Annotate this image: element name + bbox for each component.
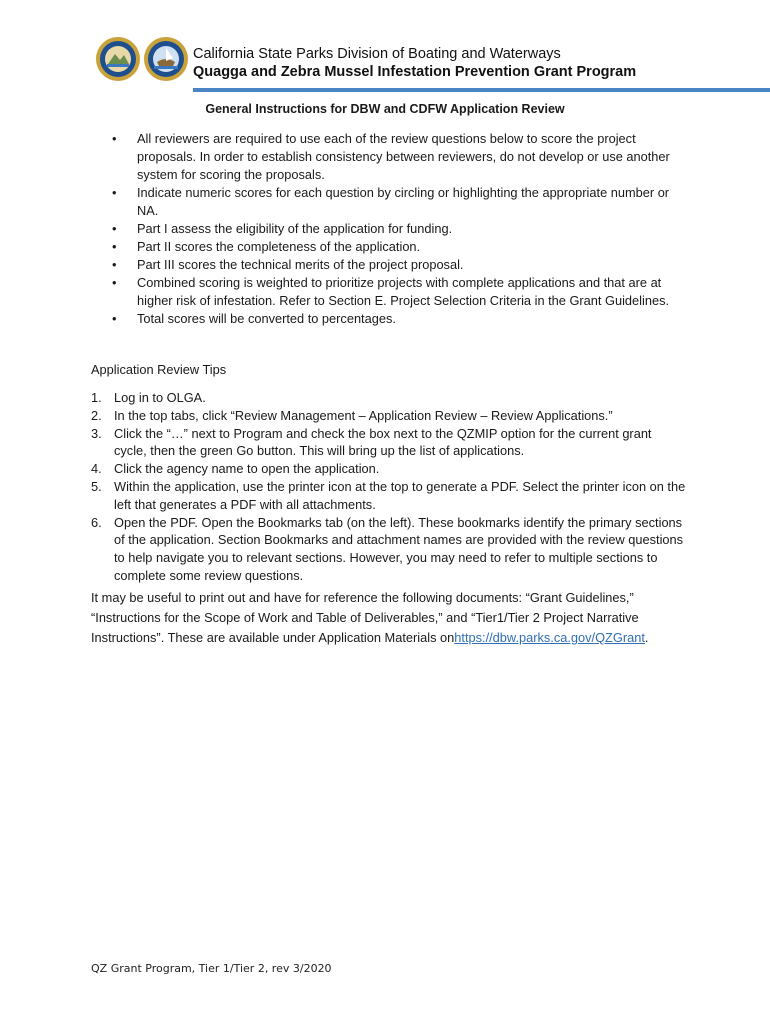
- step-item: [91, 460, 686, 478]
- boating-waterways-seal-icon: [143, 36, 189, 82]
- tips-title: Application Review Tips: [91, 362, 227, 377]
- step-text: Click the “…” next to Program and check the box next to the QZMIP option for the current grant cycle, then the green Go button. This will bring up the list of applications.: [114, 425, 652, 459]
- bullet-item: • Part II scores the completeness of the application.: [112, 238, 687, 256]
- step-number: 6.: [91, 514, 102, 530]
- california-seal-icon: [95, 36, 141, 82]
- bullet-item: • Part I assess the eligibility of the application for funding.: [112, 220, 687, 238]
- step-number: 3.: [91, 425, 102, 441]
- step-text: In the top tabs, click “Review Management – Application Review – Review Applications.”: [114, 407, 613, 423]
- step-item: [91, 425, 686, 461]
- step-text: Click the agency name to open the application.: [114, 461, 380, 477]
- closing-period: .: [644, 630, 649, 645]
- closing-paragraph: [91, 588, 691, 648]
- step-number: 2.: [91, 407, 102, 423]
- step-number: 4.: [91, 461, 102, 477]
- step-item: [91, 407, 686, 425]
- qzgrant-link[interactable]: https://dbw.parks.ca.gov/QZGrant: [454, 630, 645, 645]
- review-steps: [91, 389, 686, 585]
- instruction-bullets: [112, 130, 687, 328]
- program-name: Quagga and Zebra Mussel Infestation Prevention Grant Program: [193, 64, 637, 80]
- bullet-item: • Part III scores the technical merits of the project proposal.: [112, 256, 687, 274]
- step-item: [91, 478, 686, 514]
- step-text: Within the application, use the printer icon at the top to generate a PDF. Select the printer icon on the left that generates a PDF with all attachments.: [114, 478, 686, 512]
- section-title: General Instructions for DBW and CDFW Application Review: [205, 102, 565, 116]
- bullet-item: • All reviewers are required to use each of the review questions below to score the project proposals. In order to establish consistency between reviewers, do not develop or use another system for scoring the proposals.: [112, 130, 687, 184]
- bullet-item: • Indicate numeric scores for each question by circling or highlighting the appropriate number or NA.: [112, 184, 687, 220]
- closing-text: It may be useful to print out and have for reference the following documents: “Grant Guidelines,” “Instructions for the Scope of Work and Table of Deliverables,” and “Tier1/Tier 2 Project Narrative Instructions”. These are available under Application Materials on: [91, 590, 639, 645]
- step-number: 1.: [91, 390, 102, 405]
- bullet-item: • Total scores will be converted to percentages.: [112, 310, 687, 328]
- step-text: Open the PDF. Open the Bookmarks tab (on the left). These bookmarks identify the primary sections of the application. Section Bookmarks and attachment names are provided with the review questions to help navigate you to relevant sections. However, you may need to refer to multiple sections to complete some review questions.: [114, 514, 684, 583]
- header-rule: [193, 88, 770, 92]
- agency-name: California State Parks Division of Boating and Waterways: [193, 46, 561, 62]
- step-number: 5.: [91, 478, 102, 494]
- document-header: [93, 36, 683, 96]
- page-footer: QZ Grant Program, Tier 1/Tier 2, rev 3/2020: [91, 962, 332, 975]
- step-item: [91, 389, 686, 407]
- step-text: Log in to OLGA.: [114, 390, 206, 405]
- step-item: [91, 514, 686, 585]
- bullet-item: • Combined scoring is weighted to prioritize projects with complete applications and that are at higher risk of infestation. Refer to Section E. Project Selection Criteria in the Grant Guidelines.: [112, 274, 687, 310]
